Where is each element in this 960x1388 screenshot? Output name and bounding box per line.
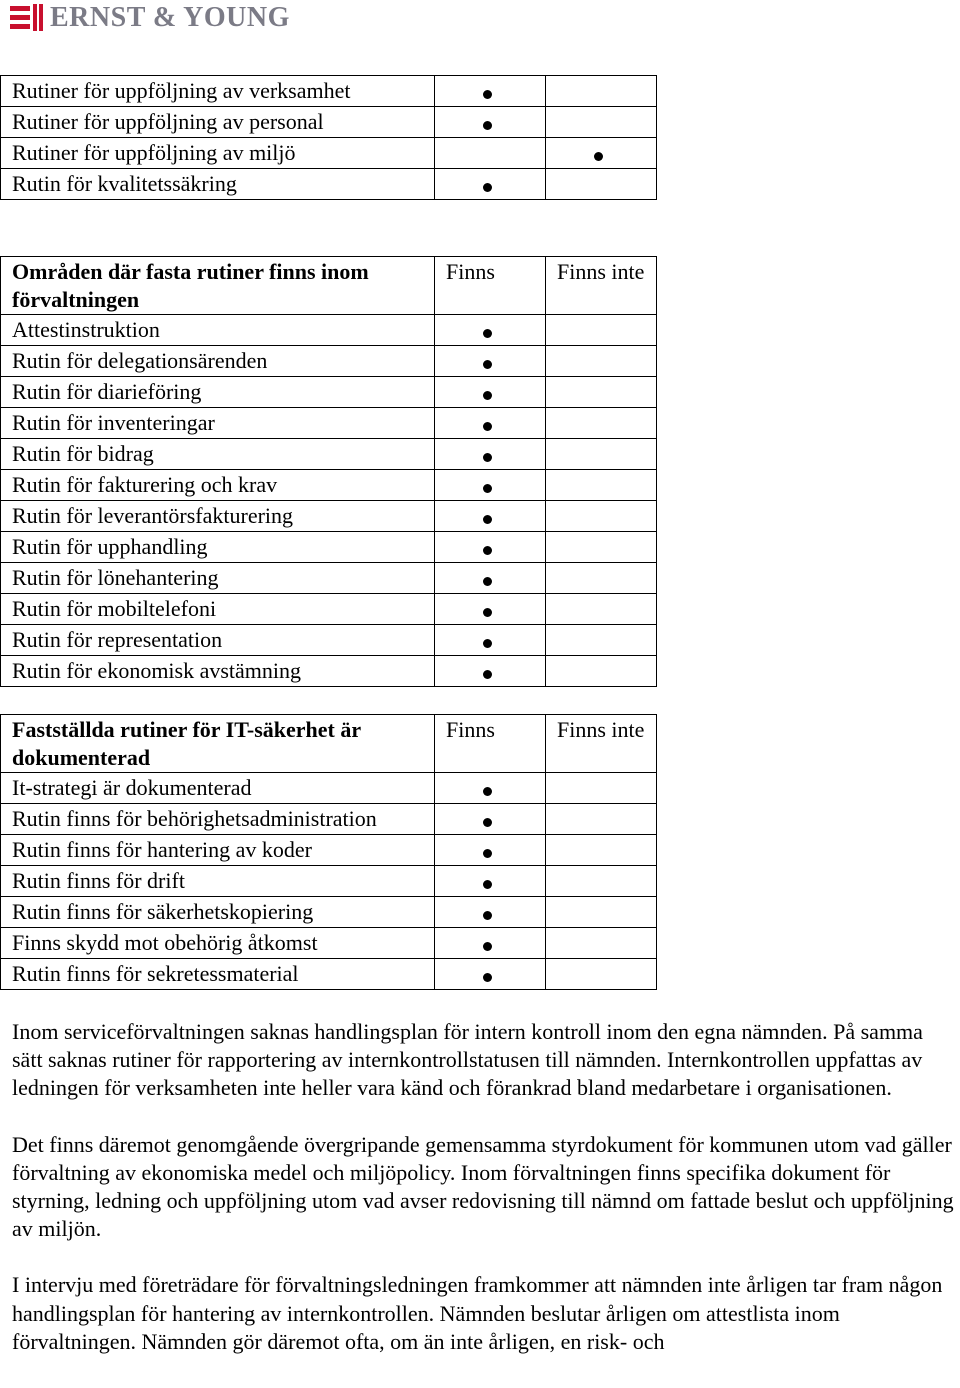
row-label: Rutin finns för hantering av koder <box>1 835 435 866</box>
table-row <box>1 107 657 138</box>
table-row <box>1 532 657 563</box>
finns-cell <box>435 773 546 804</box>
header-finns: Finns <box>435 715 546 773</box>
finns-inte-cell <box>546 315 657 346</box>
table-row <box>1 563 657 594</box>
finns-cell <box>435 439 546 470</box>
row-label: Rutin finns för drift <box>1 866 435 897</box>
row-label: Rutin för ekonomisk avstämning <box>1 656 435 687</box>
finns-inte-cell <box>546 563 657 594</box>
row-label: Rutin för upphandling <box>1 532 435 563</box>
table-row <box>1 656 657 687</box>
table-row <box>1 76 657 107</box>
table-row <box>1 439 657 470</box>
table-row <box>1 377 657 408</box>
row-label: Rutin för diarieföring <box>1 377 435 408</box>
row-label: Rutin för mobiltelefoni <box>1 594 435 625</box>
finns-cell <box>435 625 546 656</box>
bullet-marker-icon <box>483 546 492 555</box>
finns-cell <box>435 866 546 897</box>
bullet-marker-icon <box>483 329 492 338</box>
bullet-marker-icon <box>483 973 492 982</box>
finns-cell <box>435 408 546 439</box>
table-row <box>1 928 657 959</box>
paragraph: I intervju med företrädare för förvaltningsledningen framkommer att nämnden inte årligen tar fram någon handlingsplan för hantering av internkontrollen. Nämnden beslutar årligen om attestlista inom förvaltningen. Nämnden gör däremot ofta, om än inte årligen, en risk- och <box>12 1272 943 1354</box>
table-header-row <box>1 257 657 315</box>
table-row <box>1 804 657 835</box>
finns-cell <box>435 656 546 687</box>
finns-cell <box>435 563 546 594</box>
finns-inte-cell <box>546 501 657 532</box>
row-label: Rutin för fakturering och krav <box>1 470 435 501</box>
bullet-marker-icon <box>483 849 492 858</box>
routines-followup-table <box>0 75 657 200</box>
finns-inte-cell <box>546 76 657 107</box>
finns-inte-cell <box>546 625 657 656</box>
finns-cell <box>435 532 546 563</box>
finns-cell <box>435 501 546 532</box>
finns-inte-cell <box>546 656 657 687</box>
finns-inte-cell <box>546 804 657 835</box>
table-row <box>1 315 657 346</box>
table-row <box>1 346 657 377</box>
finns-inte-cell <box>546 773 657 804</box>
table-row <box>1 470 657 501</box>
bullet-marker-icon <box>483 453 492 462</box>
row-label: Rutin för delegationsärenden <box>1 346 435 377</box>
finns-inte-cell <box>546 346 657 377</box>
finns-cell <box>435 928 546 959</box>
it-security-table <box>0 714 657 990</box>
logo-text: ERNST & YOUNG <box>50 2 290 33</box>
finns-cell <box>435 76 546 107</box>
finns-inte-cell <box>546 408 657 439</box>
ey-logo-mark-icon <box>10 4 44 32</box>
table-row <box>1 625 657 656</box>
finns-inte-cell <box>546 594 657 625</box>
bullet-marker-icon <box>483 670 492 679</box>
ernst-young-logo <box>10 2 290 34</box>
finns-inte-cell <box>546 169 657 200</box>
header-finns-inte: Finns inte <box>546 257 657 315</box>
finns-cell <box>435 594 546 625</box>
finns-cell <box>435 835 546 866</box>
finns-cell <box>435 315 546 346</box>
bullet-marker-icon <box>483 484 492 493</box>
paragraph: Det finns däremot genomgående övergripande gemensamma styrdokument för kommunen utom vad gäller förvaltning av ekonomiska medel och miljöpolicy. Inom förvaltningen finns specifika dokument för styrning, ledning och uppföljning utom vad avser redovisning till nämnd om fattade beslut och uppföljning av miljön. <box>12 1131 954 1242</box>
bullet-marker-icon <box>483 121 492 130</box>
bullet-marker-icon <box>483 183 492 192</box>
finns-cell <box>435 138 546 169</box>
row-label: Rutin finns för behörighetsadministration <box>1 804 435 835</box>
row-label: Rutin finns för sekretessmaterial <box>1 959 435 990</box>
finns-inte-cell <box>546 439 657 470</box>
row-label: Rutin för representation <box>1 625 435 656</box>
fixed-routines-table <box>0 256 657 687</box>
row-label: Rutin för kvalitetssäkring <box>1 169 435 200</box>
finns-inte-cell <box>546 928 657 959</box>
table-row <box>1 408 657 439</box>
table-row <box>1 138 657 169</box>
bullet-marker-icon <box>483 608 492 617</box>
table-row <box>1 959 657 990</box>
finns-inte-cell <box>546 470 657 501</box>
bullet-marker-icon <box>483 942 492 951</box>
finns-inte-cell <box>546 107 657 138</box>
row-label: Rutin för bidrag <box>1 439 435 470</box>
bullet-marker-icon <box>483 515 492 524</box>
finns-inte-cell <box>546 835 657 866</box>
finns-inte-cell <box>546 866 657 897</box>
row-label: Rutiner för uppföljning av miljö <box>1 138 435 169</box>
finns-inte-cell <box>546 532 657 563</box>
table-header-row <box>1 715 657 773</box>
bullet-marker-icon <box>483 880 492 889</box>
finns-cell <box>435 107 546 138</box>
bullet-marker-icon <box>483 911 492 920</box>
finns-inte-cell <box>546 959 657 990</box>
finns-cell <box>435 470 546 501</box>
row-label: Finns skydd mot obehörig åtkomst <box>1 928 435 959</box>
header-finns-inte: Finns inte <box>546 715 657 773</box>
finns-inte-cell <box>546 377 657 408</box>
row-label: Rutin för lönehantering <box>1 563 435 594</box>
finns-cell <box>435 804 546 835</box>
row-label: Rutin för inventeringar <box>1 408 435 439</box>
bullet-marker-icon <box>483 639 492 648</box>
bullet-marker-icon <box>483 787 492 796</box>
finns-cell <box>435 897 546 928</box>
row-label: Rutin finns för säkerhetskopiering <box>1 897 435 928</box>
row-label: Rutin för leverantörsfakturering <box>1 501 435 532</box>
table-row <box>1 773 657 804</box>
finns-cell <box>435 377 546 408</box>
table-header-title: Områden där fasta rutiner finns inom förvaltningen <box>1 257 435 315</box>
row-label: Rutiner för uppföljning av personal <box>1 107 435 138</box>
finns-inte-cell <box>546 138 657 169</box>
table-header-title: Fastställda rutiner för IT-säkerhet är dokumenterad <box>1 715 435 773</box>
table-row <box>1 501 657 532</box>
bullet-marker-icon <box>483 90 492 99</box>
row-label: It-strategi är dokumenterad <box>1 773 435 804</box>
finns-cell <box>435 169 546 200</box>
finns-inte-cell <box>546 897 657 928</box>
table-row <box>1 866 657 897</box>
paragraph: Inom serviceförvaltningen saknas handlingsplan för intern kontroll inom den egna nämnden. På samma sätt saknas rutiner för rapportering av internkontrollstatusen till nämnden. Internkontrollen uppfattas av ledningen för verksamheten inte heller vara känd och förankrad bland medarbetare i organisationen. <box>12 1019 923 1101</box>
bullet-marker-icon <box>483 818 492 827</box>
table-row <box>1 835 657 866</box>
bullet-marker-icon <box>483 422 492 431</box>
bullet-marker-icon <box>594 152 603 161</box>
bullet-marker-icon <box>483 577 492 586</box>
body-text <box>12 1018 958 1384</box>
table-row <box>1 897 657 928</box>
finns-cell <box>435 346 546 377</box>
row-label: Rutiner för uppföljning av verksamhet <box>1 76 435 107</box>
header-finns: Finns <box>435 257 546 315</box>
finns-cell <box>435 959 546 990</box>
table-row <box>1 594 657 625</box>
bullet-marker-icon <box>483 391 492 400</box>
bullet-marker-icon <box>483 360 492 369</box>
table-row <box>1 169 657 200</box>
row-label: Attestinstruktion <box>1 315 435 346</box>
